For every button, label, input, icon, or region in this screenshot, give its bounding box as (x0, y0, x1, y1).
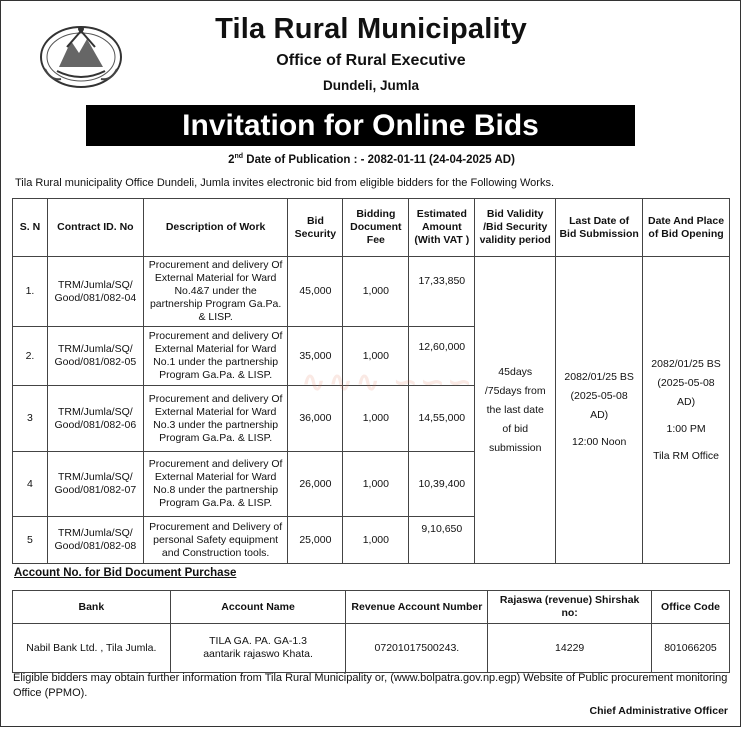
cell-office-code: 801066205 (652, 624, 730, 673)
publication-ordinal-suffix: nd (234, 153, 244, 160)
intro-text: Tila Rural municipality Office Dundeli, Jumla invites electronic bid from eligible bidders for the Following Works. (15, 177, 555, 189)
publication-ordinal: 2 (228, 153, 235, 166)
header-bank: Bank (13, 591, 171, 624)
cell-description: Procurement and Delivery of personal Safety equipment and Construction tools. (143, 517, 288, 564)
cell-description: Procurement and delivery Of External Material for Ward No.3 under the partnership Program Ga.Pa. & LISP. (143, 386, 288, 452)
last-date-time: 12:00 Noon (571, 436, 627, 448)
cell-security: 35,000 (288, 327, 343, 386)
cell-fee: 1,000 (343, 327, 409, 386)
opening-bs: 2082/01/25 BS (651, 357, 721, 370)
table-row (13, 257, 730, 327)
header-sn: S. N (13, 199, 48, 257)
office-location: Dundeli, Jumla (322, 78, 420, 93)
cell-contract: TRM/Jumla/SQ/ Good/081/082-06 (47, 386, 143, 452)
cell-security: 45,000 (288, 257, 343, 327)
cell-bid-opening (643, 257, 730, 564)
footer-text: Eligible bidders may obtain further information from Tila Rural Municipality or, (www.bolpatra.gov.np.egp) Website of Public procurement monitoring Office (PPMO). (13, 672, 728, 699)
header-bid-security: Bid Security (288, 199, 343, 257)
header (131, 11, 611, 93)
cell-description: Procurement and delivery Of External Material for Ward No.4&7 under the partnership Program Ga.Pa. & LISP. (143, 257, 288, 327)
signoff: Chief Administrative Officer (589, 705, 728, 717)
cell-fee: 1,000 (343, 257, 409, 327)
cell-shirshak: 14229 (488, 624, 652, 673)
cell-sn: 3 (13, 386, 48, 452)
cell-amount: 14,55,000 (409, 386, 475, 452)
last-date-ad: (2025-05-08 AD) (570, 390, 628, 421)
opening-time: 1:00 PM (666, 422, 706, 435)
header-estimated-amount: Estimated Amount (With VAT ) (409, 199, 475, 257)
watermark-logo: ∿∿∿ ∽∽∽ (301, 366, 475, 399)
header-shirshak: Rajaswa (revenue) Shirshak no: (488, 591, 652, 624)
header-bid-opening: Date And Place of Bid Opening (643, 199, 730, 257)
publication-label: Date of Publication : - 2082-01-11 (24-04-2025 AD) (246, 153, 515, 166)
cell-contract: TRM/Jumla/SQ/ Good/081/082-07 (47, 452, 143, 517)
municipality-title: Tila Rural Municipality (215, 13, 527, 45)
works-table (12, 198, 730, 564)
header-office-code: Office Code (652, 591, 730, 624)
government-emblem-icon (37, 19, 125, 91)
cell-description: Procurement and delivery Of External Material for Ward No.1 under the partnership Program Ga.Pa. & LISP. (143, 327, 288, 386)
account-header-row (13, 591, 730, 624)
cell-validity: 45days /75days from the last date of bid submission (475, 257, 556, 564)
cell-sn: 2. (13, 327, 48, 386)
last-date-bs: 2082/01/25 BS (564, 371, 634, 383)
header-revenue-account: Revenue Account Number (346, 591, 488, 624)
header-contract: Contract ID. No (47, 199, 143, 257)
cell-security: 25,000 (288, 517, 343, 564)
office-name: Office of Rural Executive (276, 52, 466, 69)
cell-revenue-account: 07201017500243. (346, 624, 488, 673)
cell-amount: 12,60,000 (409, 327, 475, 386)
cell-last-date (556, 257, 643, 564)
cell-sn: 4 (13, 452, 48, 517)
cell-description: Procurement and delivery Of External Material for Ward No.8 under the partnership Program Ga.Pa. & LISP. (143, 452, 288, 517)
cell-bank: Nabil Bank Ltd. , Tila Jumla. (13, 624, 171, 673)
cell-security: 26,000 (288, 452, 343, 517)
cell-fee: 1,000 (343, 452, 409, 517)
header-account-name: Account Name (170, 591, 346, 624)
header-last-date: Last Date of Bid Submission (556, 199, 643, 257)
header-document-fee: Bidding Document Fee (343, 199, 409, 257)
cell-fee: 1,000 (343, 386, 409, 452)
publication-date (1, 153, 742, 166)
cell-amount: 10,39,400 (409, 452, 475, 517)
account-table (12, 590, 730, 673)
cell-security: 36,000 (288, 386, 343, 452)
cell-account-name: TILA GA. PA. GA-1.3 aantarik rajaswo Khata. (170, 624, 346, 673)
cell-contract: TRM/Jumla/SQ/ Good/081/082-08 (47, 517, 143, 564)
cell-fee: 1,000 (343, 517, 409, 564)
account-row (13, 624, 730, 673)
account-heading: Account No. for Bid Document Purchase (14, 567, 237, 579)
cell-amount: 9,10,650 (409, 517, 475, 564)
cell-contract: TRM/Jumla/SQ/ Good/081/082-05 (47, 327, 143, 386)
table-header-row (13, 199, 730, 257)
notice-banner: Invitation for Online Bids (86, 105, 635, 146)
header-bid-validity: Bid Validity /Bid Security validity period (475, 199, 556, 257)
opening-place: Tila RM Office (653, 449, 719, 462)
cell-sn: 5 (13, 517, 48, 564)
opening-ad: (2025-05-08 AD) (657, 376, 715, 408)
header-description: Description of Work (143, 199, 288, 257)
cell-sn: 1. (13, 257, 48, 327)
cell-amount: 17,33,850 (409, 257, 475, 327)
cell-contract: TRM/Jumla/SQ/ Good/081/082-04 (47, 257, 143, 327)
